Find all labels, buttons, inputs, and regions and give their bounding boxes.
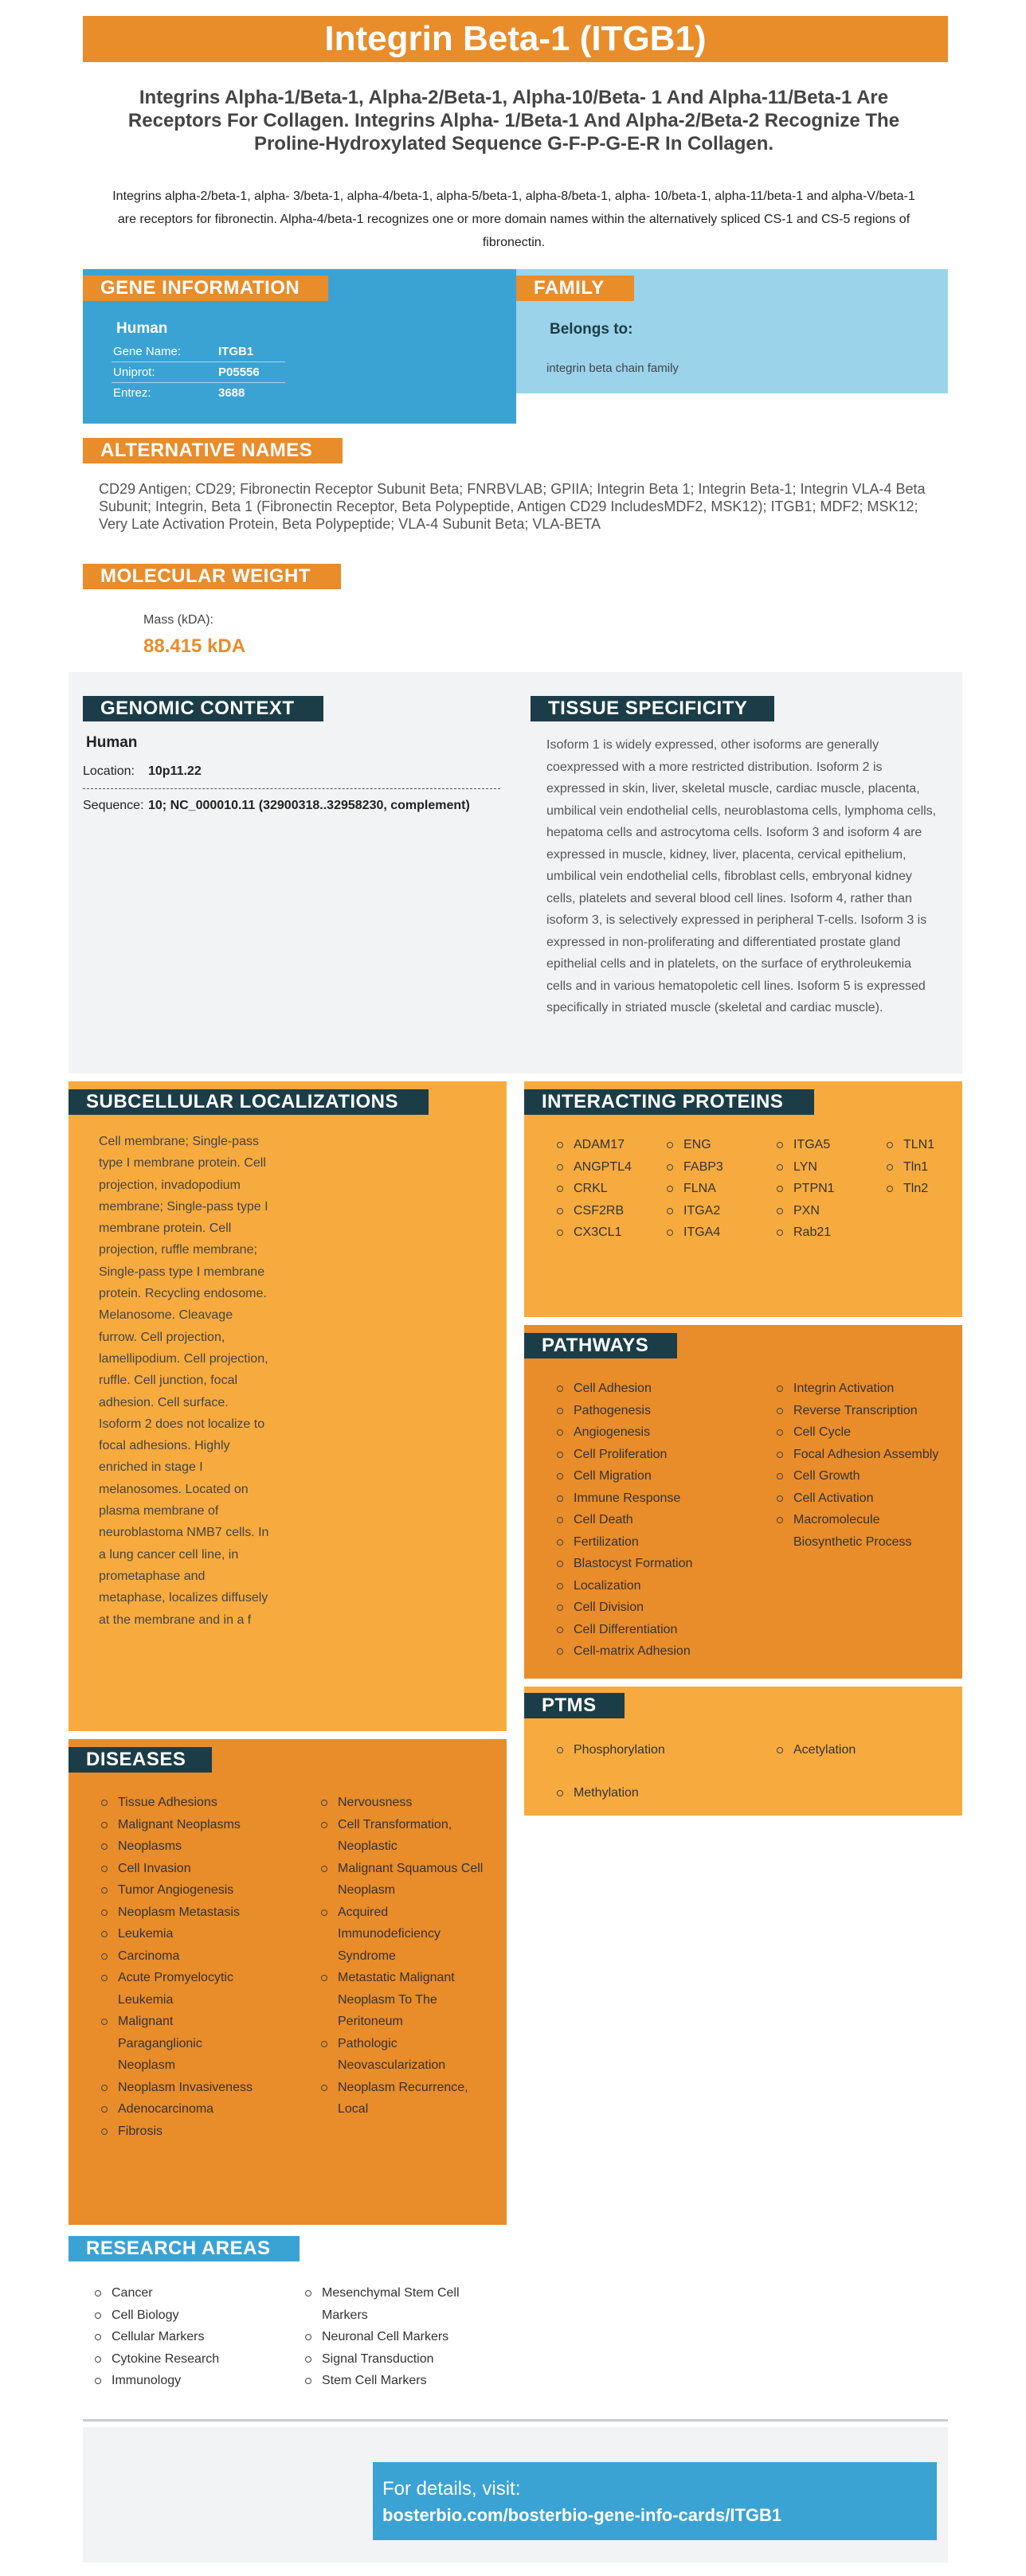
list-item: Blastocyst Formation [556,1553,763,1575]
list-item: Cell Activation [776,1487,946,1510]
research-areas-col-1 [94,2282,285,2392]
entrez-row [112,384,285,404]
interacting-proteins-col-3 [776,1134,879,1244]
list-item: Cell Migration [556,1465,763,1487]
list-item: ANGPTL4 [556,1156,660,1179]
list-item: Fibrosis [100,2121,300,2143]
subcellular-header: SUBCELLULAR LOCALIZATIONS [69,1089,429,1115]
list-item: Leukemia [100,1923,300,1945]
uniprot-label: Uniprot: [113,365,155,379]
genomic-species: Human [86,734,138,751]
sequence-label: Sequence: [83,799,144,812]
list-item: Macromolecule Biosynthetic Process [776,1509,946,1553]
list-item: Acetylation [776,1739,935,1761]
genomic-location-row [83,764,500,789]
list-item: Cytokine Research [94,2348,285,2371]
pathways-col-1 [556,1378,763,1663]
alternative-names-text: CD29 Antigen; CD29; Fibronectin Receptor Subunit Beta; FNRBVLAB; GPIIA; Integrin Beta 1; Integrin Beta-1; Integrin VLA-4 Beta Subunit; Integrin, Beta 1 (Fibronectin Receptor, Beta Polypeptide, Antigen CD29 IncludesMDF2, MSK12); ITGB1; MDF2; MSK12; Very Late Activation Protein, Beta Polypeptide; VLA-4 Subunit Beta; VLA-BETA [99,481,926,532]
ptms-header: PTMS [524,1693,625,1718]
interacting-proteins-col-2 [666,1134,770,1244]
list-item: Pathogenesis [556,1400,763,1422]
list-item: TLN1 [886,1134,957,1156]
list-item: Pathologic Neovascularization [320,2033,464,2077]
diseases-header: DISEASES [69,1747,212,1773]
sequence-value: 10; NC_000010.11 (32900318..32958230, complement) [148,799,470,812]
list-item: Focal Adhesion Assembly [776,1444,946,1466]
interacting-proteins-header: INTERACTING PROTEINS [524,1089,814,1115]
list-item: Acquired Immunodeficiency Syndrome [320,1902,464,1968]
list-item: Cell Differentiation [556,1619,763,1641]
list-item: Acute Promyelocytic Leukemia [100,1967,256,2011]
list-item: Signal Transduction [304,2348,511,2371]
list-item: Cellular Markers [94,2326,285,2348]
list-item: Tln2 [886,1178,957,1200]
list-item: Mesenchymal Stem Cell Markers [304,2282,495,2326]
footer-details-link[interactable]: bosterbio.com/bosterbio-gene-info-cards/ITGB1 [382,2505,782,2525]
list-item: Nervousness [320,1792,497,1814]
protein-function-heading: Integrins Alpha-1/Beta-1, Alpha-2/Beta-1, Alpha-10/Beta- 1 And Alpha-11/Beta-1 Are Receptors For Collagen. Integrins Alpha- 1/Beta-1 And Alpha-2/Beta-2 Recognize The Proline-Hydroxylated Sequence G-F-P-G-E-R In Collagen. [127,87,900,154]
diseases-col-2 [320,1792,497,2121]
list-item: ITGA4 [666,1222,770,1244]
list-item: Fertilization [556,1531,763,1554]
gene-species: Human [116,320,168,337]
family-value: integrin beta chain family [546,362,679,375]
genomic-context-header: GENOMIC CONTEXT [83,696,323,721]
research-areas-header: RESEARCH AREAS [69,2236,300,2261]
list-item: Neoplasm Recurrence, Local [320,2077,480,2121]
uniprot-row [112,363,285,383]
list-item: Cell Growth [776,1465,946,1487]
list-item: ITGA2 [666,1200,770,1222]
list-item: Angiogenesis [556,1421,763,1444]
gene-name-row [112,342,285,362]
list-item: LYN [776,1156,879,1179]
ptms-col-2 [776,1739,935,1761]
list-item: Reverse Transcription [776,1400,946,1422]
pathways-col-2 [776,1378,946,1553]
list-item: Cell Death [556,1509,763,1531]
mass-label: Mass (kDA): [143,613,213,627]
list-item: Cell Proliferation [556,1444,763,1466]
ptms-col-1 [556,1739,755,1761]
list-item: Tln1 [886,1156,957,1179]
list-item: Neoplasm Metastasis [100,1902,300,1924]
list-item: Neoplasms [100,1835,300,1858]
list-item: Carcinoma [100,1945,300,1968]
gene-name-label: Gene Name: [113,345,182,358]
protein-function-summary: Integrins alpha-2/beta-1, alpha- 3/beta-1, alpha-4/beta-1, alpha-5/beta-1, alpha-8/beta-1, alpha- 10/beta-1, alpha-11/beta-1 and alpha-V/beta-1 are receptors for fibronectin. Alpha-4/beta-1 recognizes one or more domain names within the alternatively spliced CS-1 and CS-5 regions of fibronectin. [112,190,915,249]
footer-divider [83,2419,948,2422]
list-item: Cell Division [556,1597,763,1619]
gene-information-header: GENE INFORMATION [83,276,328,301]
list-item: Integrin Activation [776,1378,946,1400]
footer-details-box [373,2462,937,2540]
list-item: Phosphorylation [556,1739,755,1761]
list-item: FABP3 [666,1156,770,1179]
list-item: ADAM17 [556,1134,660,1156]
list-item: CX3CL1 [556,1222,660,1244]
list-item: Cell Adhesion [556,1378,763,1400]
list-item: Tumor Angiogenesis [100,1879,300,1902]
list-item: Malignant Squamous Cell Neoplasm [320,1858,497,1902]
list-item: Tissue Adhesions [100,1792,300,1814]
list-item: Rab21 [776,1222,879,1244]
ptms-col-3 [556,1782,755,1804]
list-item: Neuronal Cell Markers [304,2326,511,2348]
list-item: Adenocarcinoma [100,2098,300,2121]
list-item: Localization [556,1575,763,1597]
list-item: PXN [776,1200,879,1222]
entrez-value: 3688 [218,386,245,400]
list-item: Stem Cell Markers [304,2370,511,2392]
list-item: Cancer [94,2282,285,2304]
molecular-weight-header: MOLECULAR WEIGHT [83,564,341,589]
list-item: CSF2RB [556,1200,660,1222]
list-item: Cell Cycle [776,1421,946,1444]
interacting-proteins-col-4 [886,1134,957,1200]
subcellular-text: Cell membrane; Single-pass type I membrane protein. Cell projection, invadopodium membrane; Single-pass type I membrane protein. Cell projection, ruffle membrane; Single-pass type I membrane protein. Recycling endosome. Melanosome. Cleavage furrow. Cell projection, lamellipodium. Cell projection, ruffle. Cell junction, focal adhesion. Cell surface. Isoform 2 does not localize to focal adhesions. Highly enriched in stage I melanosomes. Located on plasma membrane of neuroblastoma NMB7 cells. In a lung cancer cell line, in prometaphase and metaphase, localizes diffusely at the membrane and in a f [99,1135,269,1627]
location-value: 10p11.22 [148,764,202,778]
list-item: Cell-matrix Adhesion [556,1640,763,1663]
family-label: Belongs to: [550,321,633,338]
location-label: Location: [83,764,135,778]
list-item: FLNA [666,1178,770,1200]
list-item: CRKL [556,1178,660,1200]
list-item: Cell Biology [94,2304,285,2327]
list-item: Malignant Paraganglionic Neoplasm [100,2011,256,2077]
family-header: FAMILY [516,276,634,301]
entrez-label: Entrez: [113,386,151,400]
gene-name-value: ITGB1 [218,345,254,358]
diseases-col-1 [100,1792,300,2142]
list-item: Metastatic Malignant Neoplasm To The Peritoneum [320,1967,497,2033]
list-item: Immune Response [556,1487,763,1510]
list-item: PTPN1 [776,1178,879,1200]
pathways-header: PATHWAYS [524,1333,677,1358]
page-title: Integrin Beta-1 (ITGB1) [83,16,948,62]
list-item: Malignant Neoplasms [100,1814,300,1836]
interacting-proteins-col-1 [556,1134,660,1244]
list-item: Methylation [556,1782,755,1804]
mass-value: 88.415 kDA [143,635,246,657]
list-item: Cell Transformation, Neoplastic [320,1814,497,1858]
tissue-specificity-header: TISSUE SPECIFICITY [531,696,774,721]
list-item: Neoplasm Invasiveness [100,2077,300,2099]
alternative-names-header: ALTERNATIVE NAMES [83,438,343,463]
list-item: ITGA5 [776,1134,879,1156]
list-item: ENG [666,1134,770,1156]
list-item: Immunology [94,2370,285,2392]
uniprot-value: P05556 [218,365,260,379]
tissue-specificity-text: Isoform 1 is widely expressed, other isoforms are generally coexpressed with a more restricted distribution. Isoform 2 is expressed in skin, liver, skeletal muscle, cardiac muscle, placenta, umbilical vein endothelial cells, neuroblastoma cells, lymphoma cells, hepatoma cells and astrocytoma cells. Isoform 3 and isoform 4 are expressed in muscle, kidney, liver, placenta, cervical epithelium, umbilical vein endothelial cells, fibroblast cells, embryonal kidney cells, platelets and several blood cell lines. Isoform 4, rather than isoform 3, is selectively expressed in peripheral T-cells. Isoform 3 is expressed in non-proliferating and differentiated prostate gland epithelial cells and in platelets, on the surface of erythroleukemia cells and in various hematopoletic cell lines. Isoform 5 is expressed specifically in striated muscle (skeletal and cardiac muscle). [546,738,937,1014]
footer-details-label: For details, visit: [382,2478,521,2500]
list-item: Cell Invasion [100,1858,300,1880]
research-areas-col-2 [304,2282,511,2392]
